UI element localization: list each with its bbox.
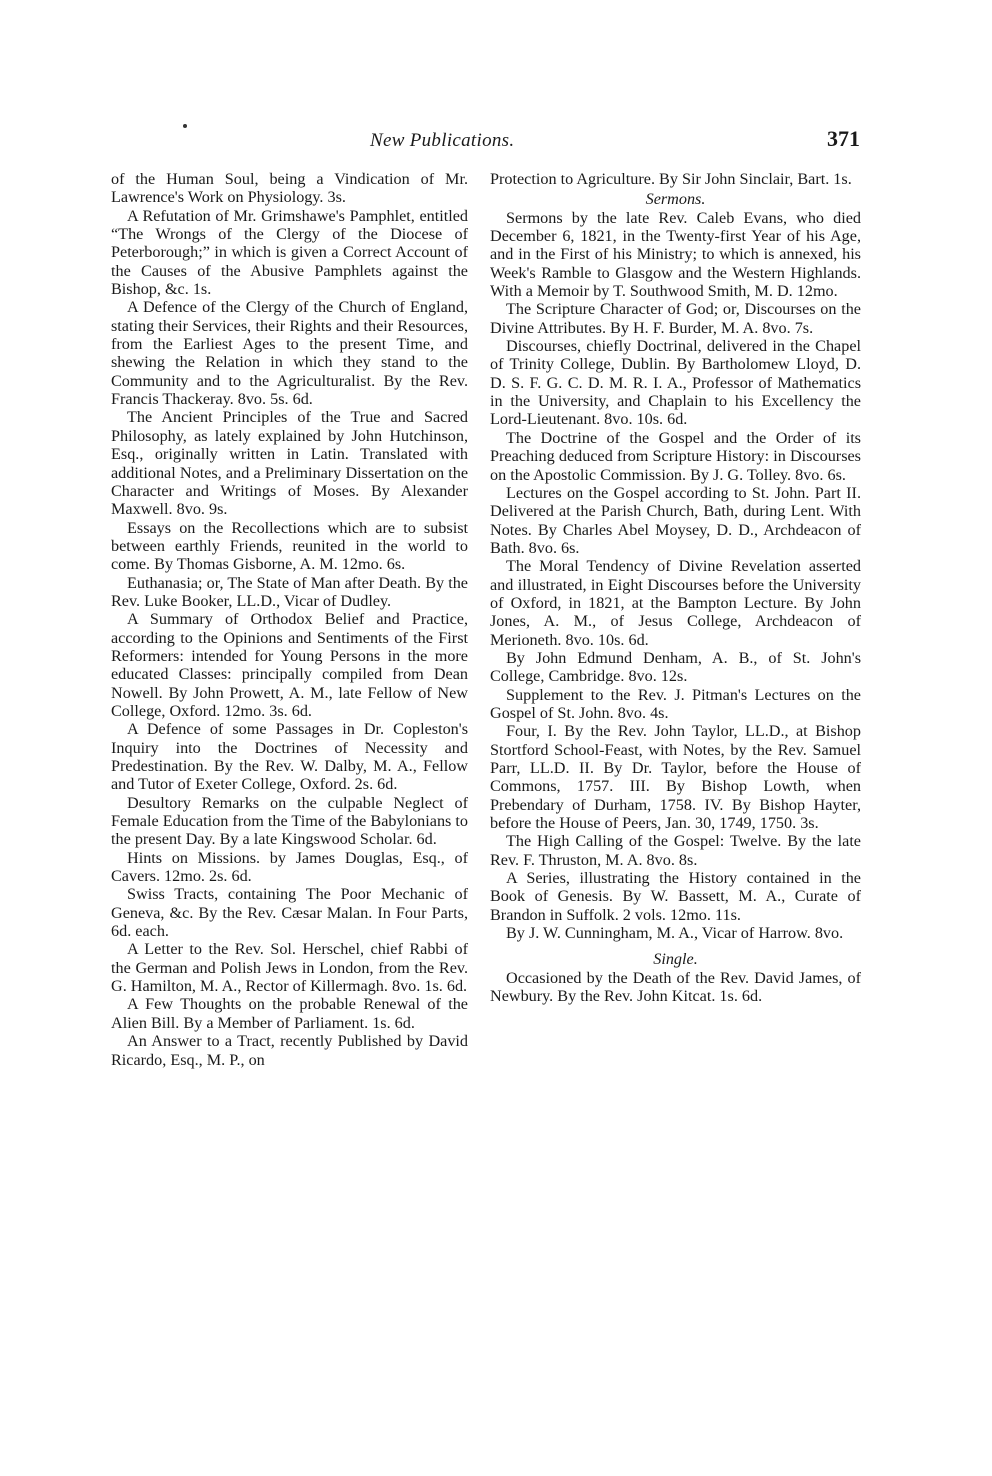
entry: The High Calling of the Gospel: Twelve. By the late Rev. F. Thruston, M. A. 8vo. 8s.: [490, 832, 861, 869]
entry: A Few Thoughts on the probable Renewal of the Alien Bill. By a Member of Parliament. 1s. 6d.: [111, 995, 468, 1032]
entry: A Refutation of Mr. Grimshawe's Pamphlet, entitled “The Wrongs of the Clergy of the Diocese of Peterborough;” in which is given a Correct Account of the Causes of the Abusive Pamphlets against the Bishop, &c. 1s.: [111, 206, 468, 299]
entry: A Series, illustrating the History contained in the Book of Genesis. By W. Bassett, M. A., Curate of Brandon in Suffolk. 2 vols. 12mo. 11s.: [490, 869, 861, 924]
entry: A Defence of the Clergy of the Church of England, stating their Services, their Rights and their Resources, from the Earliest Ages to the present Time, and shewing the Relation in which they stand to the Community and to the Agriculturalist. By the Rev. Francis Thackeray. 8vo. 5s. 6d.: [111, 298, 468, 409]
page-number: 371: [827, 126, 860, 151]
running-title: New Publications.: [370, 130, 515, 151]
entry: An Answer to a Tract, recently Published by David Ricardo, Esq., M. P., on: [111, 1032, 468, 1069]
entry: of the Human Soul, being a Vindication of Mr. Lawrence's Work on Physiology. 3s.: [111, 170, 468, 207]
entry: Protection to Agriculture. By Sir John Sinclair, Bart. 1s.: [490, 170, 852, 188]
entry: The Ancient Principles of the True and Sacred Philosophy, as lately explained by John Hutchinson, Esq., originally written in Latin. Translated with additional Notes, and a Preliminary Dissertation on the Character and Writings of Moses. By Alexander Maxwell. 8vo. 9s.: [111, 408, 468, 519]
entry: The Scripture Character of God; or, Discourses on the Divine Attributes. By H. F. Burder, M. A. 8vo. 7s.: [490, 300, 861, 337]
entry: A Defence of some Passages in Dr. Copleston's Inquiry into the Doctrines of Necessity and Predestination. By the Rev. W. Dalby, M. A., Fellow and Tutor of Exeter College, Oxford. 2s. 6d.: [111, 720, 468, 794]
entry: A Letter to the Rev. Sol. Herschel, chief Rabbi of the German and Polish Jews in London, from the Rev. G. Hamilton, M. A., Rector of Killermagh. 8vo. 1s. 6d.: [111, 940, 468, 996]
running-head: [110, 126, 860, 156]
entry: Supplement to the Rev. J. Pitman's Lectures on the Gospel of St. John. 8vo. 4s.: [490, 685, 861, 722]
entry: Hints on Missions. by James Douglas, Esq., of Cavers. 12mo. 2s. 6d.: [111, 848, 468, 886]
entry: Desultory Remarks on the culpable Neglect of Female Education from the Time of the Babylonians to the present Day. By a late Kingswood Scholar. 6d.: [111, 793, 468, 849]
entry: The Moral Tendency of Divine Revelation asserted and illustrated, in Eight Discourses before the University of Oxford, in 1821, at the Bampton Lecture. By John Jones, A. M., of Jesus College, Archdeacon of Merioneth. 8vo. 10s. 6d.: [490, 557, 861, 649]
entry: By J. W. Cunningham, M. A., Vicar of Harrow. 8vo.: [506, 924, 844, 943]
entry: Sermons by the late Rev. Caleb Evans, who died December 6, 1821, in the Twenty-first Year of his Age, and in the First of his Ministry; to which is annexed, his Week's Ramble to Glasgow and the Western Highlands. With a Memoir by T. Southwood Smith, M. D. 12mo.: [490, 208, 861, 301]
left-column: [111, 170, 468, 1069]
entry: By John Edmund Denham, A. B., of St. John's College, Cambridge. 8vo. 12s.: [490, 648, 861, 686]
entry: Euthanasia; or, The State of Man after Death. By the Rev. Luke Booker, LL.D., Vicar of Dudley.: [111, 573, 468, 610]
entry: Swiss Tracts, containing The Poor Mechanic of Geneva, &c. By the Rev. Cæsar Malan. In Four Parts, 6d. each.: [111, 885, 468, 941]
entry: Lectures on the Gospel according to St. John. Part II. Delivered at the Parish Church, Bath, during Lent. With Notes. By Charles Abel Moysey, D. D., Archdeacon of Bath. 8vo. 6s.: [490, 483, 861, 557]
entry: Occasioned by the Death of the Rev. David James, of Newbury. By the Rev. John Kitcat. 1s. 6d.: [490, 968, 861, 1006]
entry: Essays on the Recollections which are to subsist between earthly Friends, reunited in the world to come. By Thomas Gisborne, A. M. 12mo. 6s.: [111, 518, 468, 574]
section-heading-sermons: Sermons.: [645, 190, 706, 209]
section-heading-single: Single.: [653, 950, 698, 969]
right-column: [490, 170, 861, 1005]
entry: A Summary of Orthodox Belief and Practice, according to the Opinions and Sentiments of the First Reformers: intended for Young Persons in the more educated Classes: principally compiled from Dean Nowell. By John Prowett, A. M., late Fellow of New College, Oxford. 12mo. 3s. 6d.: [111, 610, 468, 720]
entry: Four, I. By the Rev. John Taylor, LL.D., at Bishop Stortford School-Feast, with Notes, by the Rev. Samuel Parr, LL.D. II. By Dr. Taylor, before the House of Commons, 1757. III. By Bishop Lowth, when Prebendary of Durham, 1758. IV. By Bishop Hayter, before the House of Peers, Jan. 30, 1749, 1750. 3s.: [490, 722, 861, 833]
entry: The Doctrine of the Gospel and the Order of its Preaching deduced from Scripture History: in Discourses on the Apostolic Commission. By J. G. Tolley. 8vo. 6s.: [490, 428, 861, 484]
entry: Discourses, chiefly Doctrinal, delivered in the Chapel of Trinity College, Dublin. By Bartholomew Lloyd, D. D. S. F. G. C. D. M. R. I. A., Professor of Mathematics in the University, and Chaplain to his Excellency the Lord-Lieutenant. 8vo. 10s. 6d.: [490, 337, 861, 429]
